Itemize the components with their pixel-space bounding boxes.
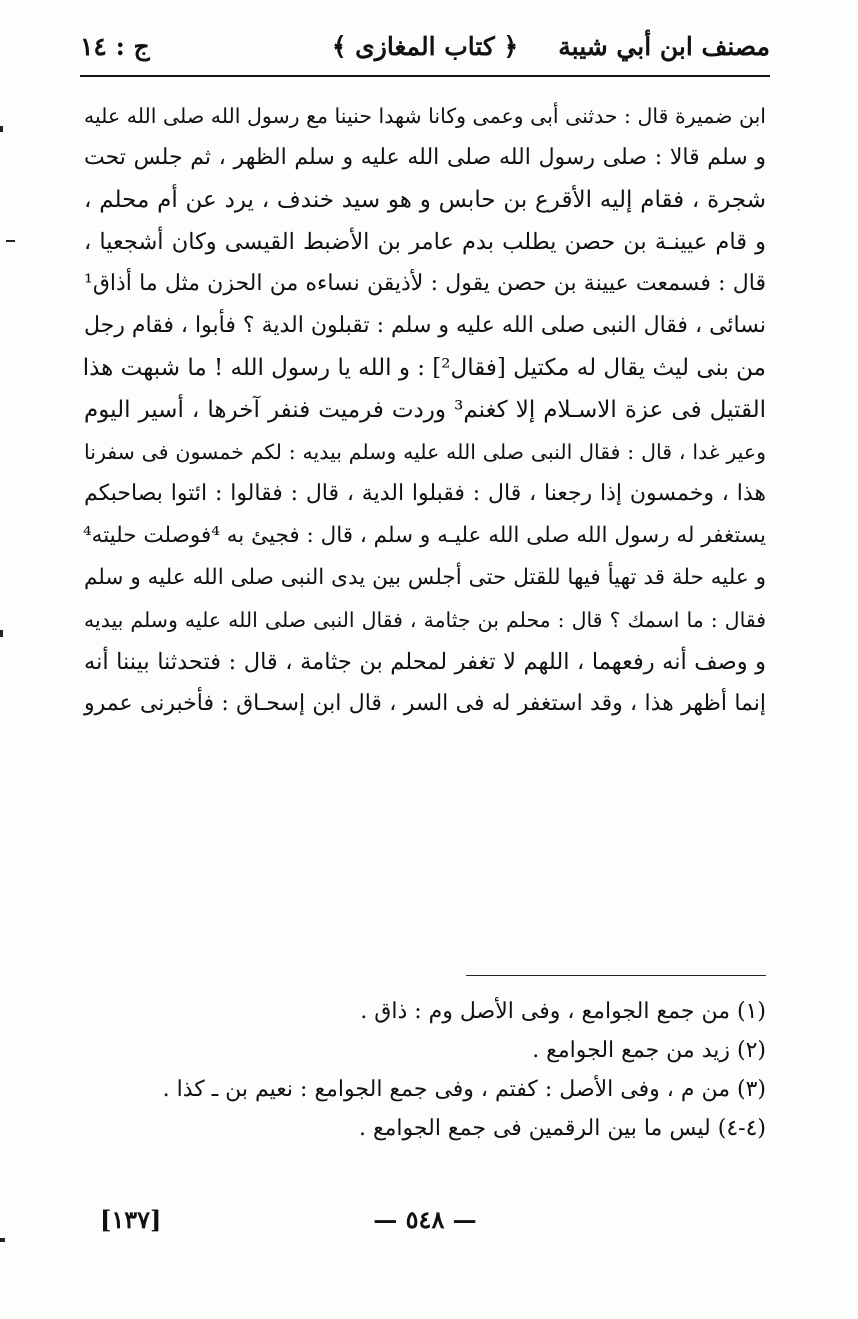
- footnote-separator: [466, 975, 766, 976]
- running-header: [80, 22, 770, 70]
- text-line: يستغفر له رسول الله صلى الله عليـه و سلم ، قال : فجيئ به ⁴فوصلت حليته⁴: [83, 523, 766, 548]
- scan-speck: [0, 630, 3, 637]
- footnote: (١) من جمع الجوامع ، وفى الأصل وم : ذاق .: [360, 999, 766, 1024]
- text-line: شجرة ، فقام إليه الأقرع بن حابس و هو سيد خندف ، يرد عن أم محلم ،: [84, 187, 766, 213]
- page-number: — ٥٤٨ —: [373, 1205, 477, 1234]
- text-line: و عليه حلة قد تهيأ فيها للقتل حتى أجلس بين يدى النبى صلى الله عليه و سلم: [84, 565, 766, 590]
- scan-speck: [0, 1238, 5, 1242]
- scan-speck: [0, 126, 3, 132]
- text-line: القتيل فى عزة الاسـلام إلا كغنم³ وردت فرميت فنفر آخرها ، أسير اليوم: [84, 397, 766, 423]
- footnote: (٢) زيد من جمع الجوامع .: [532, 1038, 766, 1063]
- book-title: مصنف ابن أبي شيبة: [558, 32, 770, 61]
- volume-number: ج : ١٤: [80, 32, 150, 61]
- footnote: (٤-٤) ليس ما بين الرقمين فى جمع الجوامع .: [358, 1116, 766, 1141]
- text-line: إنما أظهر هذا ، وقد استغفر له فى السر ، قال ابن إسحـاق : فأخبرنى عمرو: [84, 691, 766, 716]
- text-line: قال : فسمعت عيينة بن حصن يقول : لأذيقن نساءه من الحزن مثل ما أذاق¹: [84, 271, 766, 296]
- text-line: وعير غدا ، قال : فقال النبى صلى الله عليه وسلم بيديه : لكم خمسون فى سفرنا: [84, 440, 766, 464]
- footnote: (٣) من م ، وفى الأصل : كفتم ، وفى جمع الجوامع : نعيم بن ـ كذا .: [162, 1077, 766, 1102]
- text-line: و سلم قالا : صلى رسول الله صلى الله عليه و سلم الظهر ، ثم جلس تحت: [84, 145, 766, 170]
- chapter-title: ﴿ كتاب المغازى ﴾: [331, 32, 519, 61]
- header-rule: [80, 75, 770, 77]
- main-text: [84, 95, 766, 725]
- footnotes: [84, 992, 766, 1148]
- text-line: فقال : ما اسمك ؟ قال : محلم بن جثامة ، فقال النبى صلى الله عليه وسلم بيديه: [84, 608, 766, 632]
- page-footer: [80, 1205, 770, 1245]
- scan-speck: [6, 240, 15, 242]
- signature-mark: [١٣٧]: [100, 1205, 162, 1234]
- text-line: نسائى ، فقال النبى صلى الله عليه و سلم : تقبلون الدية ؟ فأبوا ، فقام رجل: [84, 313, 766, 338]
- text-line: من بنى ليث يقال له مكتيل [فقال²] : و الله يا رسول الله ! ما شبهت هذا: [82, 355, 766, 381]
- text-line: ابن ضميرة قال : حدثنى أبى وعمى وكانا شهدا حنينا مع رسول الله صلى الله عليه: [84, 104, 766, 128]
- text-line: و قام عيينـة بن حصن يطلب بدم عامر بن الأضبط القيسى وكان أشجعيا ،: [84, 229, 766, 255]
- text-line: هذا ، وخمسون إذا رجعنا ، قال : فقبلوا الدية ، قال : فقالوا : ائتوا بصاحبكم: [84, 481, 766, 506]
- text-line: و وصف أنه رفعهما ، اللهم لا تغفر لمحلم بن جثامة ، قال : فتحدثنا بيننا أنه: [84, 649, 766, 675]
